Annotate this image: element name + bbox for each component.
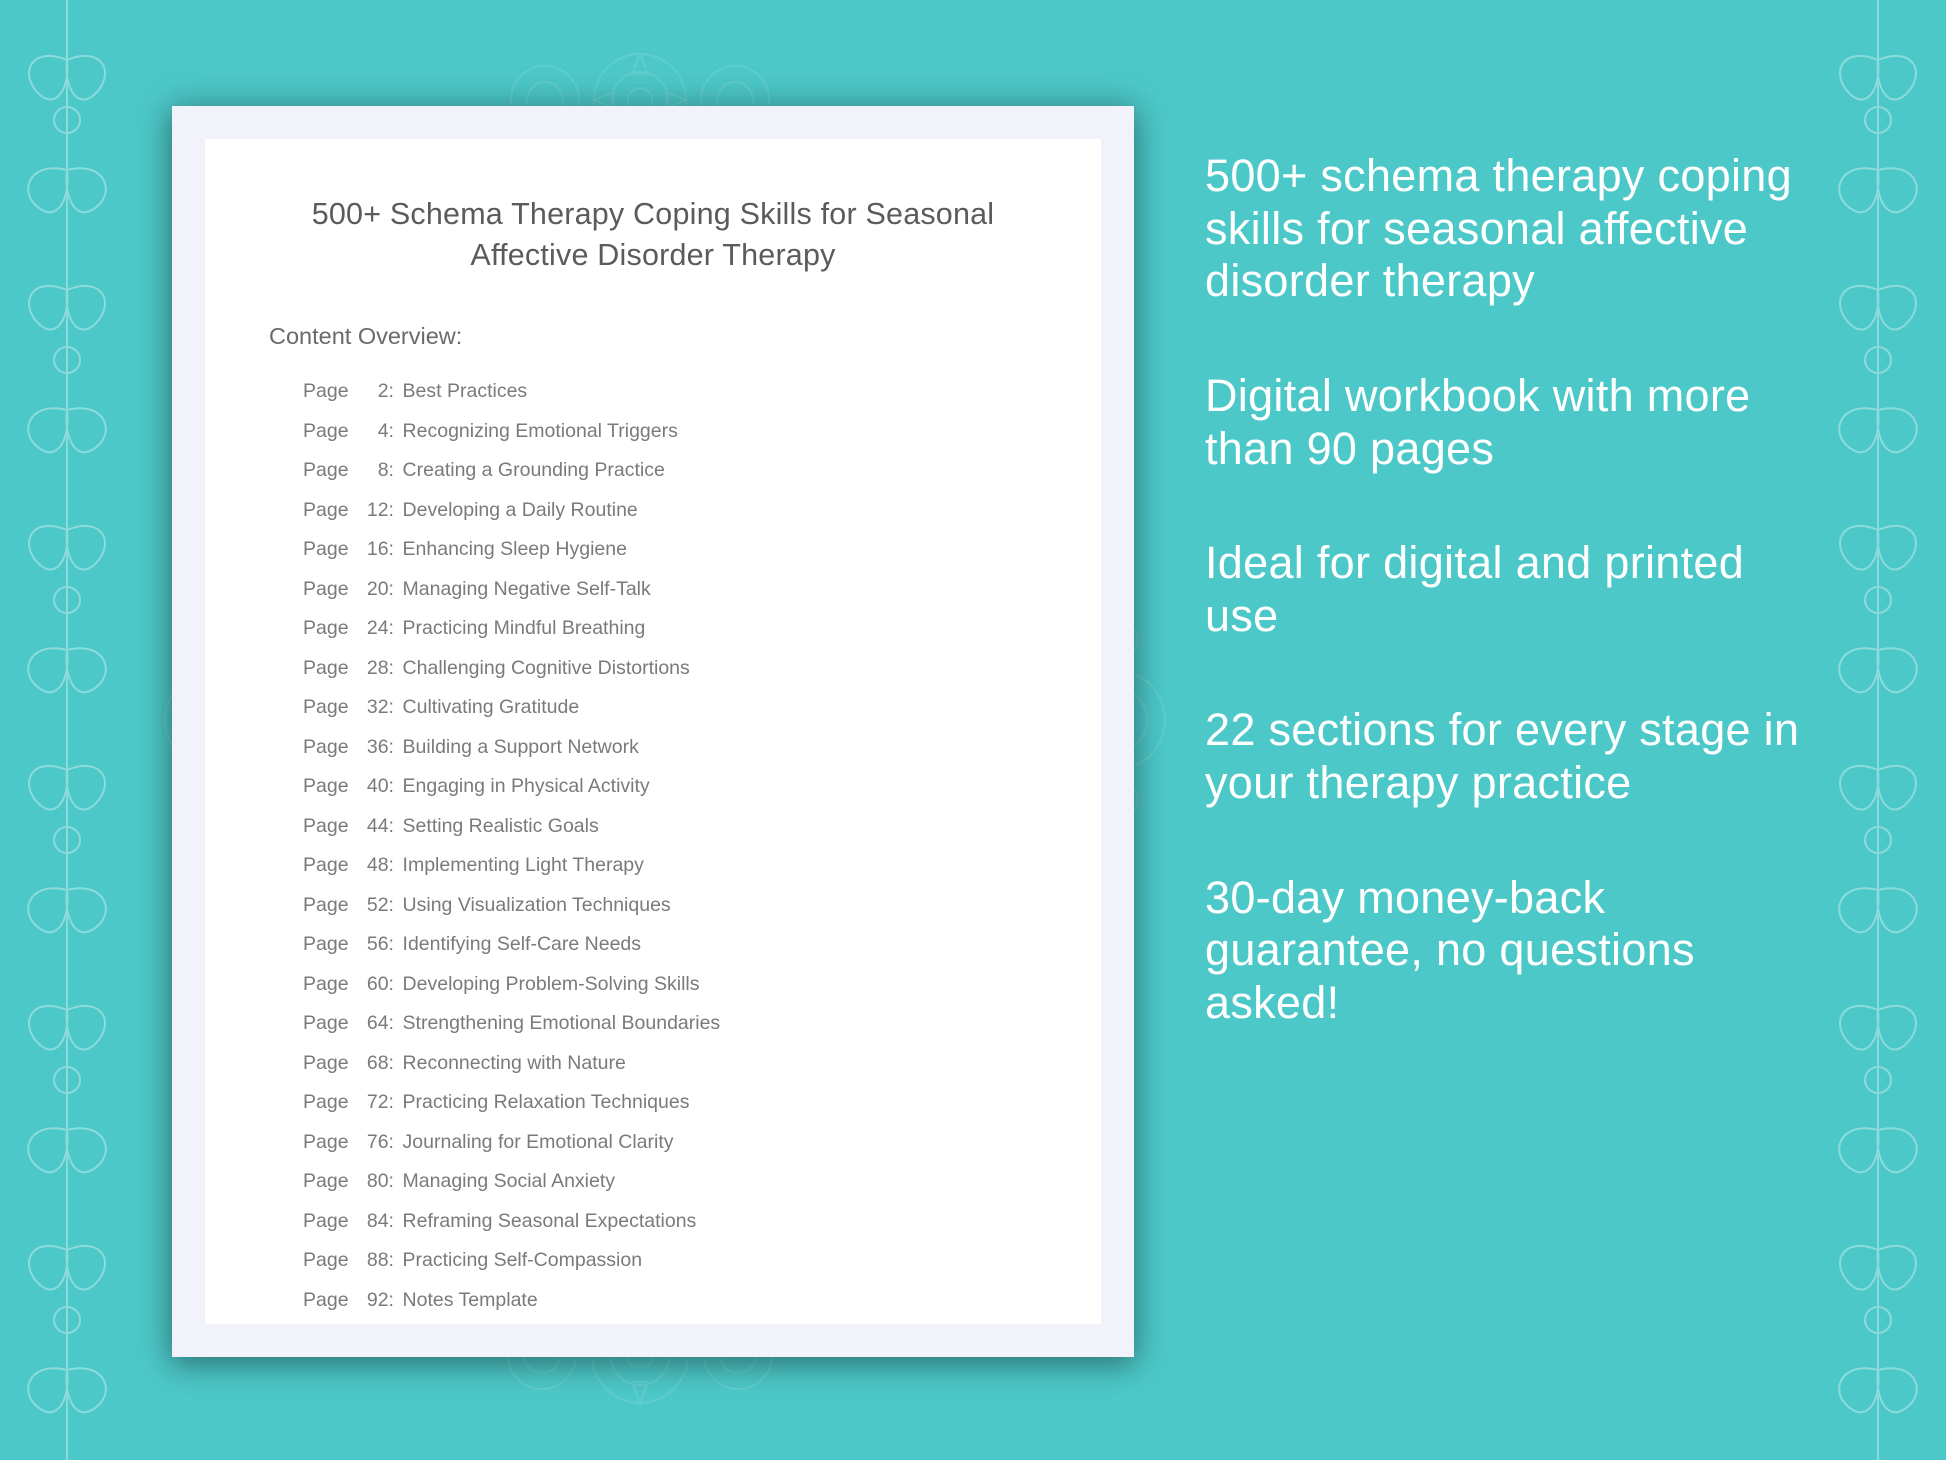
table-of-contents [205,350,1101,1320]
workbook-page-inner [205,139,1101,1324]
toc-separator: : [388,459,394,482]
toc-separator: : [388,775,394,798]
toc-entry-title: Developing a Daily Routine [402,498,638,521]
toc-entry-title: Challenging Cognitive Distortions [402,656,690,679]
toc-page-number: 88 [366,1249,389,1272]
toc-item [205,1202,1101,1242]
toc-page-word: Page [303,1209,349,1232]
toc-page-word: Page [303,814,349,837]
marketing-line: 30-day money-back guarantee, no questions asked! [1205,871,1695,1029]
toc-item [205,1281,1101,1321]
toc-page-word: Page [303,419,349,442]
toc-page-number: 8 [377,459,389,482]
marketing-line: 22 sections for every stage in your therapy practice [1205,704,1800,809]
toc-page-number: 28 [366,656,389,679]
toc-entry-title: Setting Realistic Goals [402,814,599,837]
toc-separator: : [388,696,394,719]
toc-page-word: Page [303,696,349,719]
toc-page-word: Page [303,1130,349,1153]
toc-page-number: 92 [366,1288,389,1311]
toc-separator: : [388,577,394,600]
toc-separator: : [388,1091,394,1114]
toc-item [205,1083,1101,1123]
floral-border-right [1811,0,1946,1460]
toc-item [205,570,1101,610]
toc-separator: : [388,1288,394,1311]
toc-separator: : [388,617,394,640]
toc-page-number: 72 [366,1091,389,1114]
toc-entry-title: Developing Problem-Solving Skills [402,972,700,995]
marketing-line: Digital workbook with more than 90 pages [1205,369,1751,474]
marketing-line: 500+ schema therapy coping skills for seasonal affective disorder therapy [1205,150,1792,307]
toc-separator: : [388,933,394,956]
toc-item [205,886,1101,926]
marketing-copy [1205,150,1825,1030]
toc-entry-title: Engaging in Physical Activity [402,775,650,798]
toc-page-word: Page [303,656,349,679]
toc-separator: : [388,419,394,442]
toc-page-number: 60 [366,972,389,995]
toc-page-number: 68 [366,1051,389,1074]
toc-page-word: Page [303,854,349,877]
toc-page-number: 24 [366,617,389,640]
toc-page-word: Page [303,972,349,995]
toc-entry-title: Recognizing Emotional Triggers [402,419,678,442]
toc-page-number: 40 [366,775,389,798]
toc-item [205,1004,1101,1044]
toc-item [205,609,1101,649]
toc-separator: : [388,735,394,758]
toc-item [205,1162,1101,1202]
toc-item [205,767,1101,807]
toc-entry-title: Practicing Self-Compassion [402,1249,643,1272]
toc-separator: : [388,380,394,403]
toc-page-number: 56 [366,933,389,956]
toc-page-word: Page [303,775,349,798]
toc-page-number: 48 [366,854,389,877]
toc-page-number: 16 [366,538,389,561]
toc-separator: : [388,1130,394,1153]
toc-entry-title: Identifying Self-Care Needs [402,933,642,956]
toc-page-word: Page [303,1091,349,1114]
toc-separator: : [388,1249,394,1272]
toc-separator: : [388,498,394,521]
toc-item [205,530,1101,570]
toc-item [205,728,1101,768]
toc-page-number: 12 [366,498,389,521]
toc-separator: : [388,1012,394,1035]
toc-entry-title: Strengthening Emotional Boundaries [402,1012,721,1035]
toc-entry-title: Enhancing Sleep Hygiene [402,538,627,561]
toc-entry-title: Journaling for Emotional Clarity [402,1130,674,1153]
toc-item [205,965,1101,1005]
toc-page-number: 64 [366,1012,389,1035]
toc-page-word: Page [303,617,349,640]
toc-page-word: Page [303,577,349,600]
toc-item [205,451,1101,491]
marketing-line: Ideal for digital and printed use [1205,537,1745,641]
toc-separator: : [388,893,394,916]
toc-page-number: 20 [366,577,389,600]
toc-page-number: 44 [366,814,389,837]
toc-page-number: 2 [377,380,389,403]
toc-page-word: Page [303,893,349,916]
toc-item [205,372,1101,412]
toc-entry-title: Building a Support Network [402,735,639,758]
toc-item [205,412,1101,452]
toc-entry-title: Implementing Light Therapy [402,854,644,877]
toc-item [205,925,1101,965]
toc-entry-title: Managing Social Anxiety [402,1170,616,1193]
toc-page-word: Page [303,933,349,956]
workbook-page-outer [172,106,1134,1357]
toc-separator: : [388,972,394,995]
toc-page-number: 32 [366,696,389,719]
toc-page-number: 36 [366,735,389,758]
toc-item [205,649,1101,689]
toc-entry-title: Managing Negative Self-Talk [402,577,651,600]
toc-page-word: Page [303,735,349,758]
toc-item [205,1123,1101,1163]
toc-page-number: 52 [366,893,389,916]
toc-page-number: 84 [366,1209,389,1232]
toc-separator: : [388,1209,394,1232]
toc-page-number: 76 [366,1130,389,1153]
toc-entry-title: Practicing Mindful Breathing [402,617,646,640]
toc-entry-title: Reframing Seasonal Expectations [402,1209,697,1232]
toc-entry-title: Notes Template [402,1288,538,1311]
page-title: 500+ Schema Therapy Coping Skills for Seasonal Affective Disorder Therapy [311,197,995,272]
toc-page-word: Page [303,538,349,561]
toc-separator: : [388,814,394,837]
toc-page-word: Page [303,1051,349,1074]
content-overview-label: Content Overview: [269,323,463,350]
toc-page-word: Page [303,380,349,403]
toc-page-word: Page [303,1249,349,1272]
toc-entry-title: Creating a Grounding Practice [402,459,665,482]
toc-page-word: Page [303,1288,349,1311]
toc-item [205,491,1101,531]
toc-page-number: 80 [366,1170,389,1193]
toc-separator: : [388,538,394,561]
toc-entry-title: Best Practices [402,380,528,403]
toc-separator: : [388,1170,394,1193]
toc-page-word: Page [303,1012,349,1035]
floral-border-left [0,0,135,1460]
toc-page-number: 4 [377,419,389,442]
toc-separator: : [388,1051,394,1074]
toc-entry-title: Using Visualization Techniques [402,893,671,916]
toc-page-word: Page [303,1170,349,1193]
toc-page-word: Page [303,498,349,521]
toc-item [205,1044,1101,1084]
toc-entry-title: Practicing Relaxation Techniques [402,1091,690,1114]
toc-item [205,1241,1101,1281]
toc-entry-title: Reconnecting with Nature [402,1051,626,1074]
toc-entry-title: Cultivating Gratitude [402,696,580,719]
toc-item [205,807,1101,847]
toc-separator: : [388,656,394,679]
toc-page-word: Page [303,459,349,482]
toc-separator: : [388,854,394,877]
toc-item [205,846,1101,886]
toc-item [205,688,1101,728]
